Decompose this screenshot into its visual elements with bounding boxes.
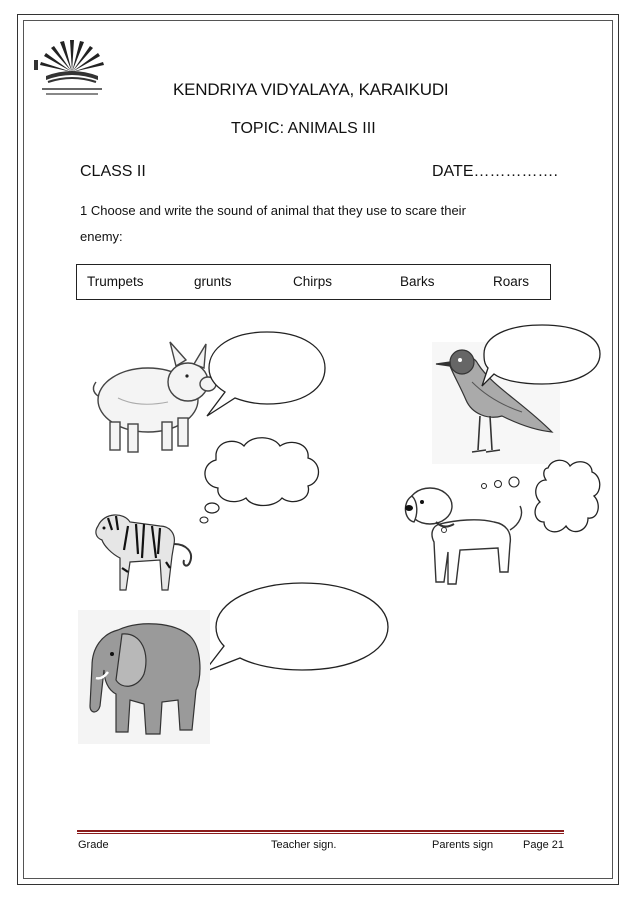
footer-page-number: Page 21 <box>523 839 564 851</box>
word-option: Trumpets <box>87 274 144 289</box>
footer-rule-top <box>77 830 564 832</box>
question-text-line2: enemy: <box>80 229 123 244</box>
footer-grade: Grade <box>78 839 109 851</box>
footer-rule-bottom <box>77 833 564 834</box>
footer-parents-sign: Parents sign <box>432 839 494 851</box>
question-text-line1: 1 Choose and write the sound of animal that they use to scare their <box>80 203 466 218</box>
thought-bubble-dog <box>478 454 606 554</box>
speech-bubble-bird <box>480 322 604 392</box>
word-bank <box>76 264 551 300</box>
class-label: CLASS II <box>80 163 146 180</box>
word-option: Barks <box>400 274 435 289</box>
tiger-icon <box>90 504 202 596</box>
school-name: KENDRIYA VIDYALAYA, KARAIKUDI <box>173 80 449 99</box>
school-logo-icon <box>30 32 114 102</box>
date-label: DATE……………. <box>432 163 558 180</box>
word-option: Roars <box>493 274 530 289</box>
word-option: grunts <box>194 274 232 289</box>
word-option: Chirps <box>293 274 333 289</box>
topic-title: TOPIC: ANIMALS III <box>231 120 376 137</box>
thought-bubble-tiger <box>196 432 326 524</box>
speech-bubble-pig <box>205 328 330 423</box>
footer-teacher-sign: Teacher sign. <box>271 839 337 851</box>
speech-bubble-elephant <box>200 580 392 682</box>
elephant-icon <box>78 610 210 744</box>
